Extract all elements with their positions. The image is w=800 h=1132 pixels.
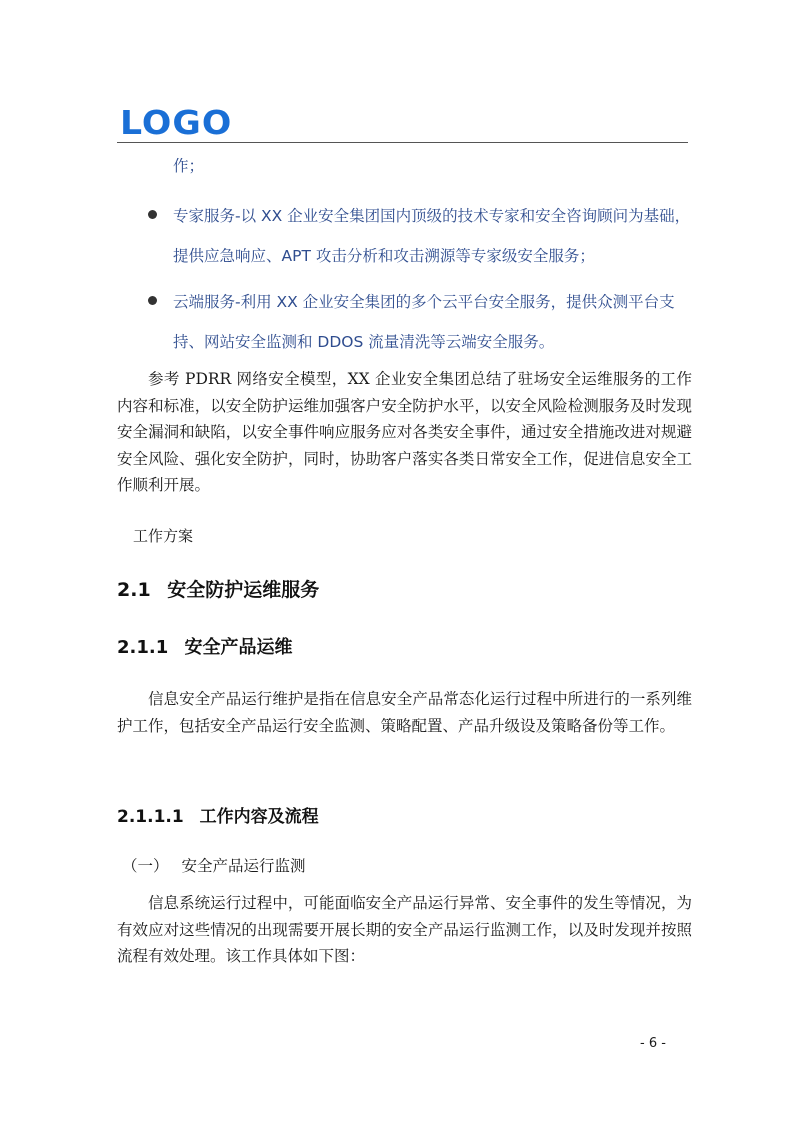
paragraph-monitoring: 信息系统运行过程中，可能面临安全产品运行异常、安全事件的发生等情况，为有效应对这些情况的出现需要开展长期的安全产品运行监测工作，以及时发现并按照流程有效处理。该工作具体如下图： <box>117 894 692 965</box>
section-number: 2.1 <box>117 579 151 601</box>
sub-item-heading <box>117 852 692 880</box>
section-title: 安全防护运维服务 <box>167 579 320 601</box>
bullet-continuation: 作； <box>173 157 205 175</box>
work-plan-label: 工作方案 <box>133 527 194 545</box>
sub-item-title: 安全产品运行监测 <box>181 857 306 875</box>
bullet-item-expert-service: 专家服务-以 XX 企业安全集团国内顶级的技术专家和安全咨询顾问为基础，提供应急响应、APT 攻击分析和攻击溯源等专家级安全服务； <box>173 207 691 265</box>
bullet-item-cloud-service: 云端服务-利用 XX 企业安全集团的多个云平台安全服务，提供众测平台支持、网站安全监测和 DDOS 流量清洗等云端安全服务。 <box>173 293 675 351</box>
logo: LOGO <box>120 103 233 142</box>
bullet-dot <box>148 296 157 305</box>
section-heading-2-1-1 <box>117 634 293 662</box>
section-heading-2-1 <box>117 576 319 604</box>
section-title: 工作内容及流程 <box>199 807 319 827</box>
section-number: 2.1.1 <box>117 637 169 658</box>
header-rule <box>117 142 688 143</box>
intro-paragraph: 参考 PDRR 网络安全模型，XX 企业安全集团总结了驻场安全运维服务的工作内容和标准，以安全防护运维加强客户安全防护水平，以安全风险检测服务及时发现安全漏洞和缺陷，以安全事件响应服务应对各类安全事件，通过安全措施改进对规避安全风险、强化安全防护，同时，协助客户落实各类日常安全工作，促进信息安全工作顺利开展。 <box>117 370 692 494</box>
sub-item-marker: （一） <box>122 857 169 875</box>
section-title: 安全产品运维 <box>184 637 293 658</box>
section-number: 2.1.1.1 <box>117 807 184 827</box>
page-number: - 6 - <box>640 1036 666 1051</box>
bullet-dot <box>148 210 157 219</box>
paragraph-product-maintenance: 信息安全产品运行维护是指在信息安全产品常态化运行过程中所进行的一系列维护工作，包括安全产品运行安全监测、策略配置、产品升级设及策略备份等工作。 <box>117 690 692 735</box>
section-heading-2-1-1-1 <box>117 803 319 831</box>
